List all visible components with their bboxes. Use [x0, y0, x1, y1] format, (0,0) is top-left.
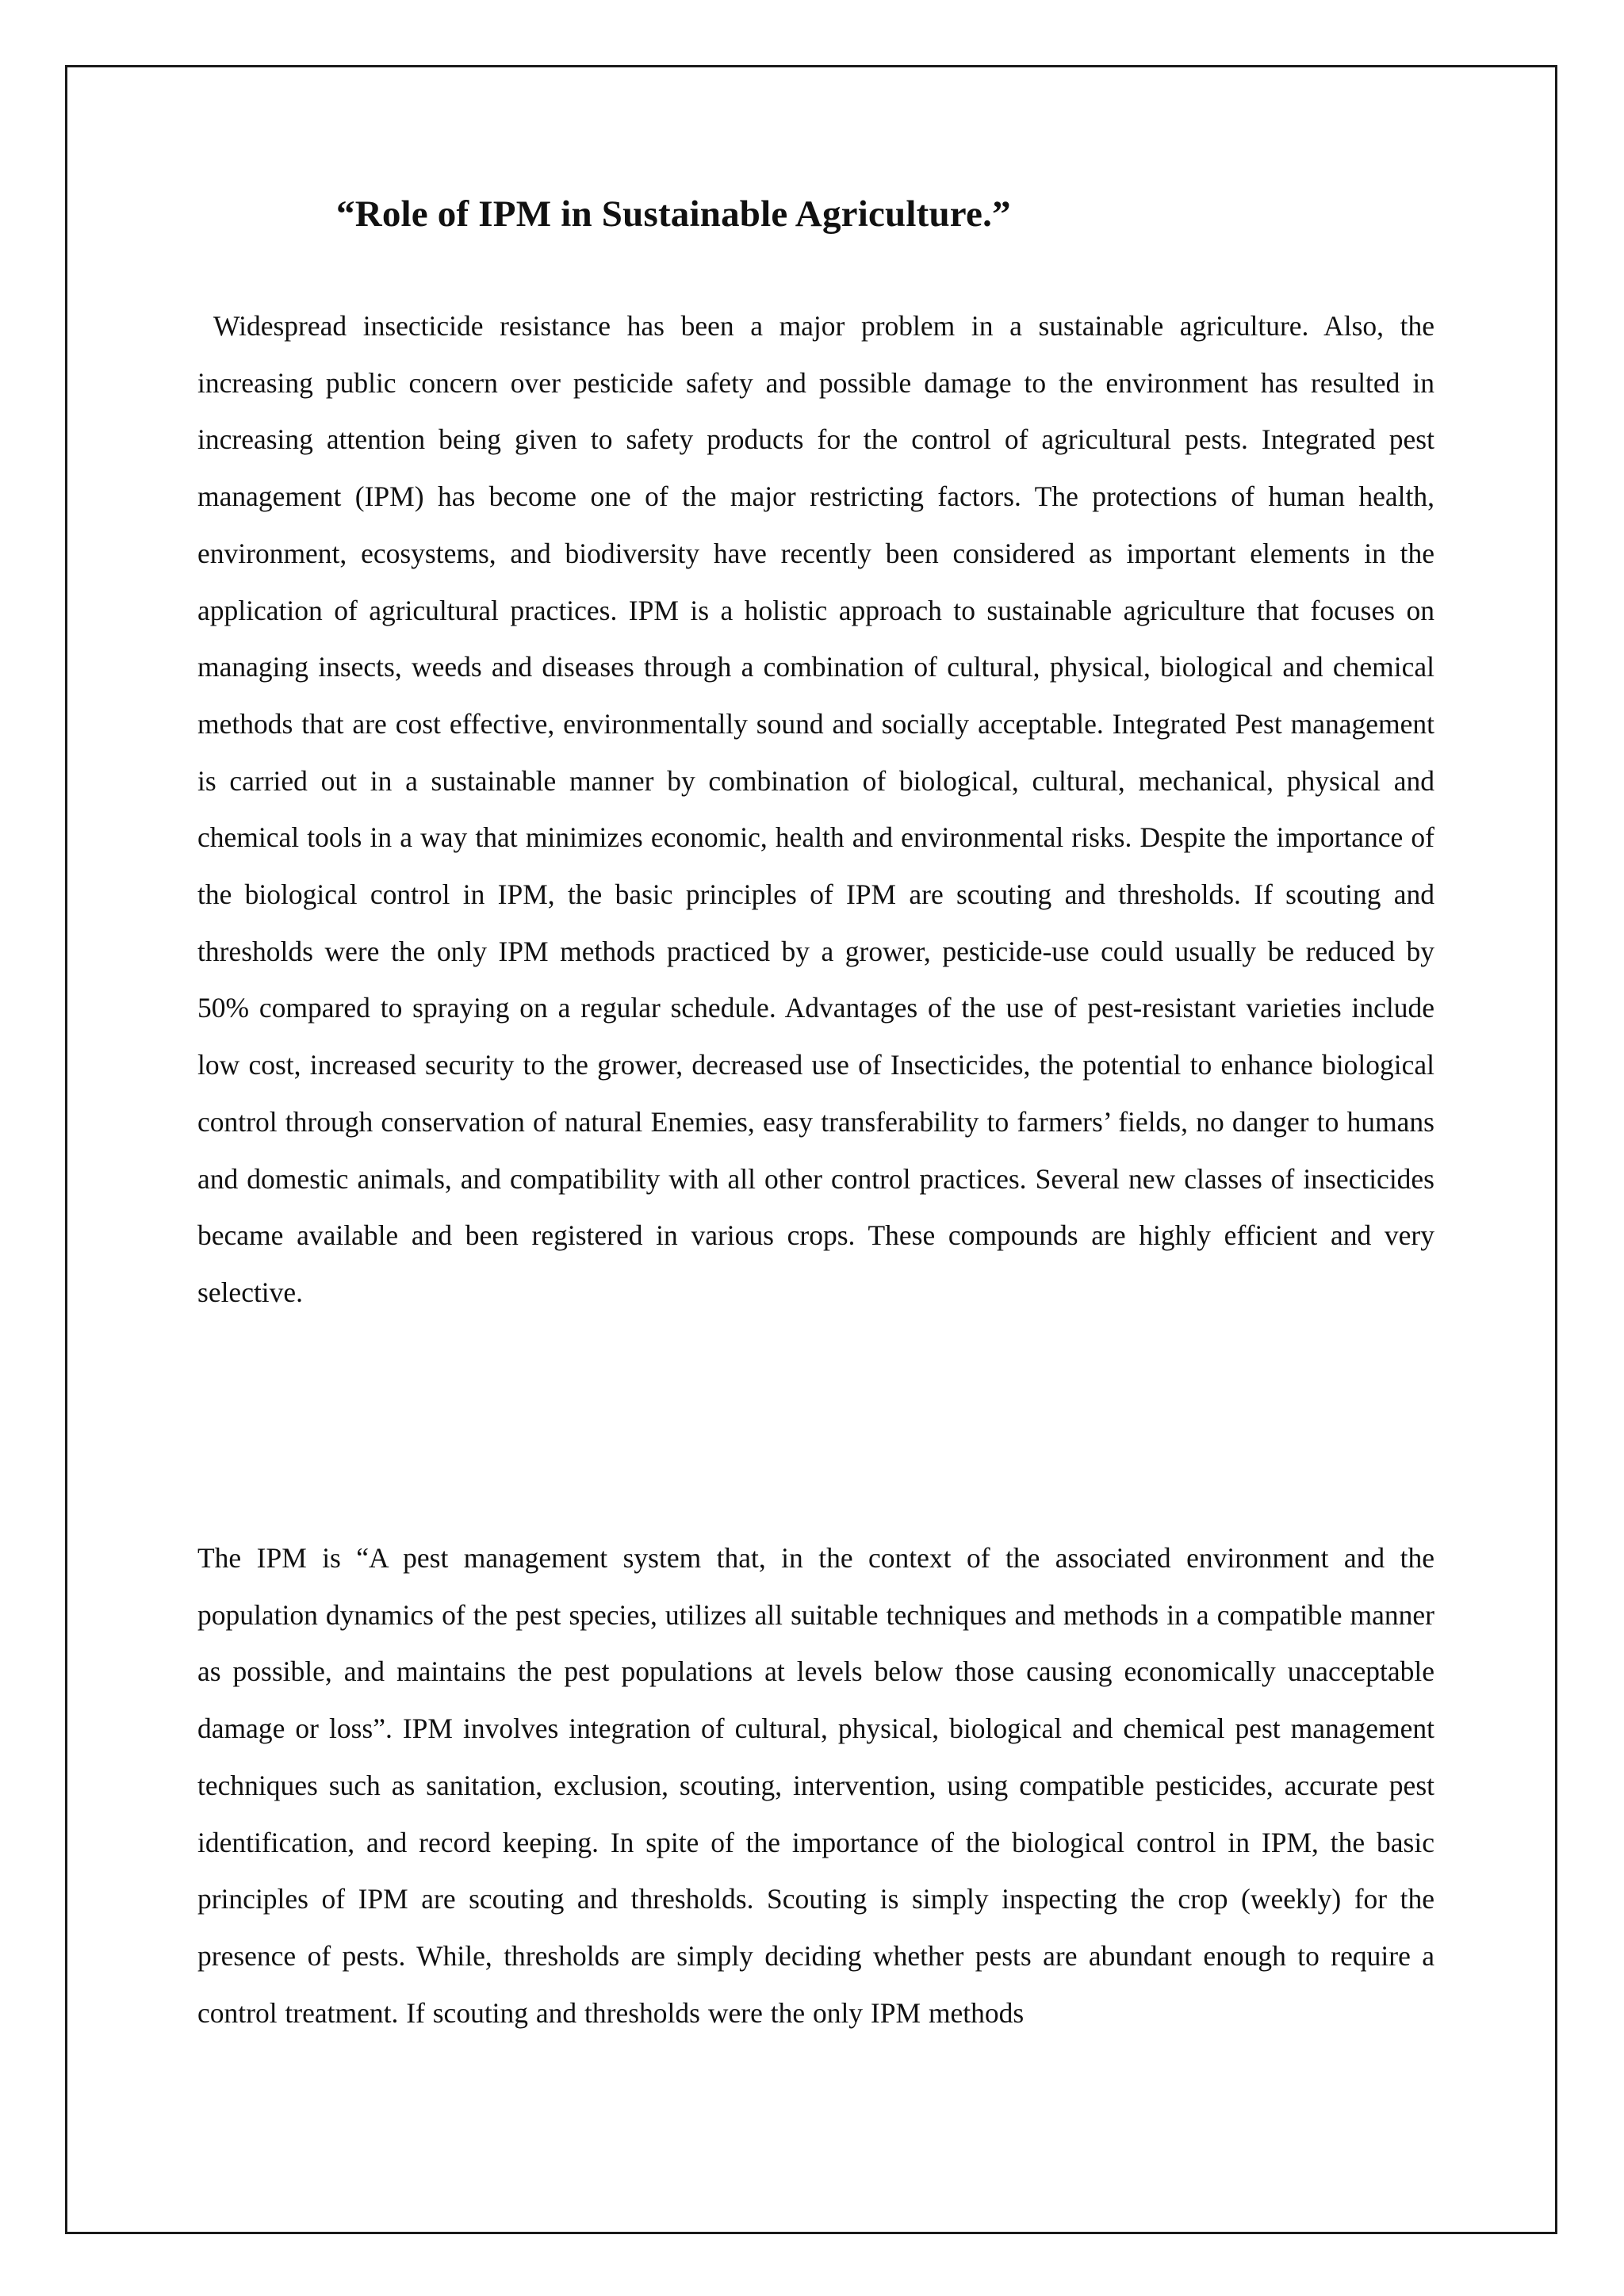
- paragraph-1-text: Widespread insecticide resistance has been a major problem in a sustainable agriculture. Also, the increasing public concern over pesticide safety and possible damage to the environment has resulted in increasing attention being given to safety products for the control of agricultural pests. Integrated pest management (IPM) has become one of the major restricting factors. The protections of human health, environment, ecosystems, and biodiversity have recently been considered as important elements in the application of agricultural practices. IPM is a holistic approach to sustainable agriculture that focuses on managing insects, weeds and diseases through a combination of cultural, physical, biological and chemical methods that are cost effective, environmentally sound and socially acceptable. Integrated Pest management is carried out in a sustainable manner by combination of biological, cultural, mechanical, physical and chemical tools in a way that minimizes economic, health and environmental risks. Despite the importance of the biological control in IPM, the basic principles of IPM are scouting and thresholds. If scouting and thresholds were the only IPM methods practiced by a grower, pesticide-use could usually be reduced by 50% compared to spraying on a regular schedule. Advantages of the use of pest-resistant varieties include low cost, increased security to the grower, decreased use of Insecticides, the potential to enhance biological control through conservation of natural Enemies, easy transferability to farmers’ fields, no danger to humans and domestic animals, and compatibility with all other control practices. Several new classes of insecticides became available and been registered in various crops. These compounds are highly efficient and very selective.: [197, 310, 1434, 1308]
- paragraph-2-block: [197, 1530, 1434, 2042]
- paragraph-1: [197, 298, 1434, 1322]
- paragraph-2-text: The IPM is “A pest management system that, in the context of the associated environment and the population dynamics of the pest species, utilizes all suitable techniques and methods in a compatible manner as possible, and maintains the pest populations at levels below those causing economically unacceptable damage or loss”. IPM involves integration of cultural, physical, biological and chemical pest management techniques such as sanitation, exclusion, scouting, intervention, using compatible pesticides, accurate pest identification, and record keeping. In spite of the importance of the biological control in IPM, the basic principles of IPM are scouting and thresholds. Scouting is simply inspecting the crop (weekly) for the presence of pests. While, thresholds are simply deciding whether pests are abundant enough to require a control treatment. If scouting and thresholds were the only IPM methods: [197, 1542, 1434, 2029]
- paragraph-1-block: [197, 298, 1434, 1322]
- paragraph-2: [197, 1530, 1434, 2042]
- document-title: “Role of IPM in Sustainable Agriculture.”: [336, 193, 1011, 235]
